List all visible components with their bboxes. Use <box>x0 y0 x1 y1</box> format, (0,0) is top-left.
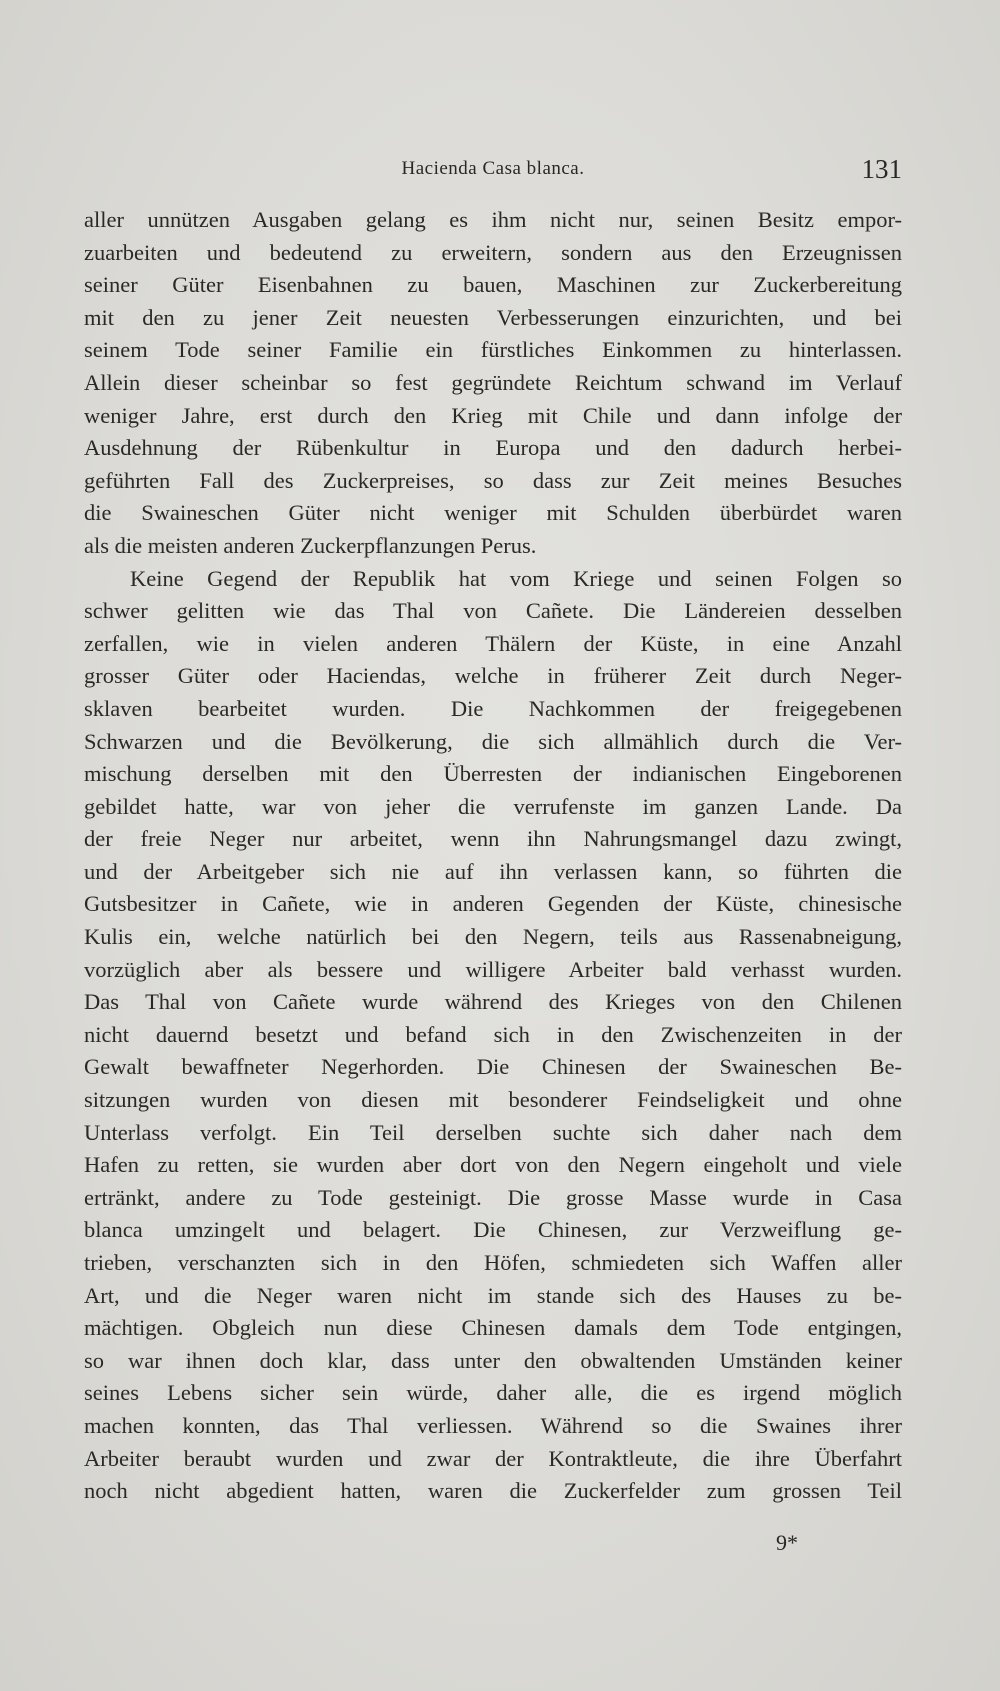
text-line: machen konnten, das Thal verliessen. Während so die Swaines ihrer <box>84 1412 902 1438</box>
text-line: sklaven bearbeitet wurden. Die Nachkommen der freigegebenen <box>84 695 902 721</box>
page-header <box>84 154 902 190</box>
text-line: noch nicht abgedient hatten, waren die Zuckerfelder zum grossen Teil <box>84 1478 902 1504</box>
text-line: Keine Gegend der Republik hat vom Kriege und seinen Folgen so <box>130 565 902 591</box>
text-line: weniger Jahre, erst durch den Krieg mit Chile und dann infolge der <box>84 402 902 428</box>
text-line: vorzüglich aber als bessere und willigere Arbeiter bald verhasst wurden. <box>84 956 902 982</box>
text-line: als die meisten anderen Zuckerpflanzungen Perus. <box>84 532 537 558</box>
text-line: Das Thal von Cañete wurde während des Krieges von den Chilenen <box>84 989 902 1015</box>
text-line: Kulis ein, welche natürlich bei den Negern, teils aus Rassenabneigung, <box>84 924 902 950</box>
text-line: Unterlass verfolgt. Ein Teil derselben suchte sich daher nach dem <box>84 1119 902 1145</box>
text-line: grosser Güter oder Haciendas, welche in früherer Zeit durch Neger- <box>84 663 902 689</box>
text-line: trieben, verschanzten sich in den Höfen, schmiedeten sich Waffen aller <box>84 1250 902 1275</box>
text-line: mächtigen. Obgleich nun diese Chinesen damals dem Tode entgingen, <box>84 1315 902 1341</box>
text-line: zuarbeiten und bedeutend zu erweitern, sondern aus den Erzeugnissen <box>84 239 902 265</box>
text-line: seines Lebens sicher sein würde, daher alle, die es irgend möglich <box>84 1380 902 1406</box>
text-line: seinem Tode seiner Familie ein fürstliches Einkommen zu hinterlassen. <box>84 337 902 363</box>
text-line: gebildet hatte, war von jeher die verrufenste im ganzen Lande. Da <box>84 793 902 819</box>
text-line: blanca umzingelt und belagert. Die Chinesen, zur Verzweiflung ge- <box>84 1217 902 1243</box>
text-line: Ausdehnung der Rübenkultur in Europa und den dadurch herbei- <box>84 435 902 461</box>
text-line: mit den zu jener Zeit neuesten Verbesserungen einzurichten, und bei <box>84 304 902 330</box>
running-title: Hacienda Casa blanca. <box>401 158 585 179</box>
text-line: zerfallen, wie in vielen anderen Thälern der Küste, in eine Anzahl <box>84 630 902 656</box>
text-line: seiner Güter Eisenbahnen zu bauen, Maschinen zur Zuckerbereitung <box>84 272 902 298</box>
text-line: die Swaineschen Güter nicht weniger mit Schulden überbürdet waren <box>84 500 902 526</box>
text-line: Schwarzen und die Bevölkerung, die sich allmählich durch die Ver- <box>84 728 902 754</box>
text-line: Hafen zu retten, sie wurden aber dort von den Negern eingeholt und viele <box>84 1152 902 1178</box>
text-line: so war ihnen doch klar, dass unter den obwaltenden Umständen keiner <box>84 1347 902 1373</box>
text-line: Gutsbesitzer in Cañete, wie in anderen Gegenden der Küste, chinesische <box>84 891 902 917</box>
text-line: mischung derselben mit den Überresten der indianischen Eingeborenen <box>84 761 902 787</box>
text-line: Gewalt bewaffneter Negerhorden. Die Chinesen der Swaineschen Be- <box>84 1054 902 1080</box>
text-line: ertränkt, andere zu Tode gesteinigt. Die grosse Masse wurde in Casa <box>84 1184 902 1210</box>
text-line: Allein dieser scheinbar so fest gegründete Reichtum schwand im Verlauf <box>84 369 902 395</box>
text-line: geführten Fall des Zuckerpreises, so dass zur Zeit meines Besuches <box>84 467 902 493</box>
text-line: der freie Neger nur arbeitet, wenn ihn Nahrungsmangel dazu zwingt, <box>84 826 902 852</box>
body-text <box>84 204 902 1508</box>
text-line: nicht dauernd besetzt und befand sich in den Zwischenzeiten in der <box>84 1021 902 1047</box>
text-line: schwer gelitten wie das Thal von Cañete. Die Ländereien desselben <box>84 598 902 624</box>
page-number: 131 <box>861 154 902 184</box>
text-line: aller unnützen Ausgaben gelang es ihm nicht nur, seinen Besitz empor- <box>84 207 902 232</box>
text-line: Arbeiter beraubt wurden und zwar der Kontraktleute, die ihre Überfahrt <box>84 1445 902 1471</box>
printer-signature-mark: 9* <box>776 1530 798 1555</box>
text-line: und der Arbeitgeber sich nie auf ihn verlassen kann, so führten die <box>84 858 902 884</box>
text-line: Art, und die Neger waren nicht im stande sich des Hauses zu be- <box>84 1282 902 1308</box>
text-line: sitzungen wurden von diesen mit besonderer Feindseligkeit und ohne <box>84 1087 902 1113</box>
